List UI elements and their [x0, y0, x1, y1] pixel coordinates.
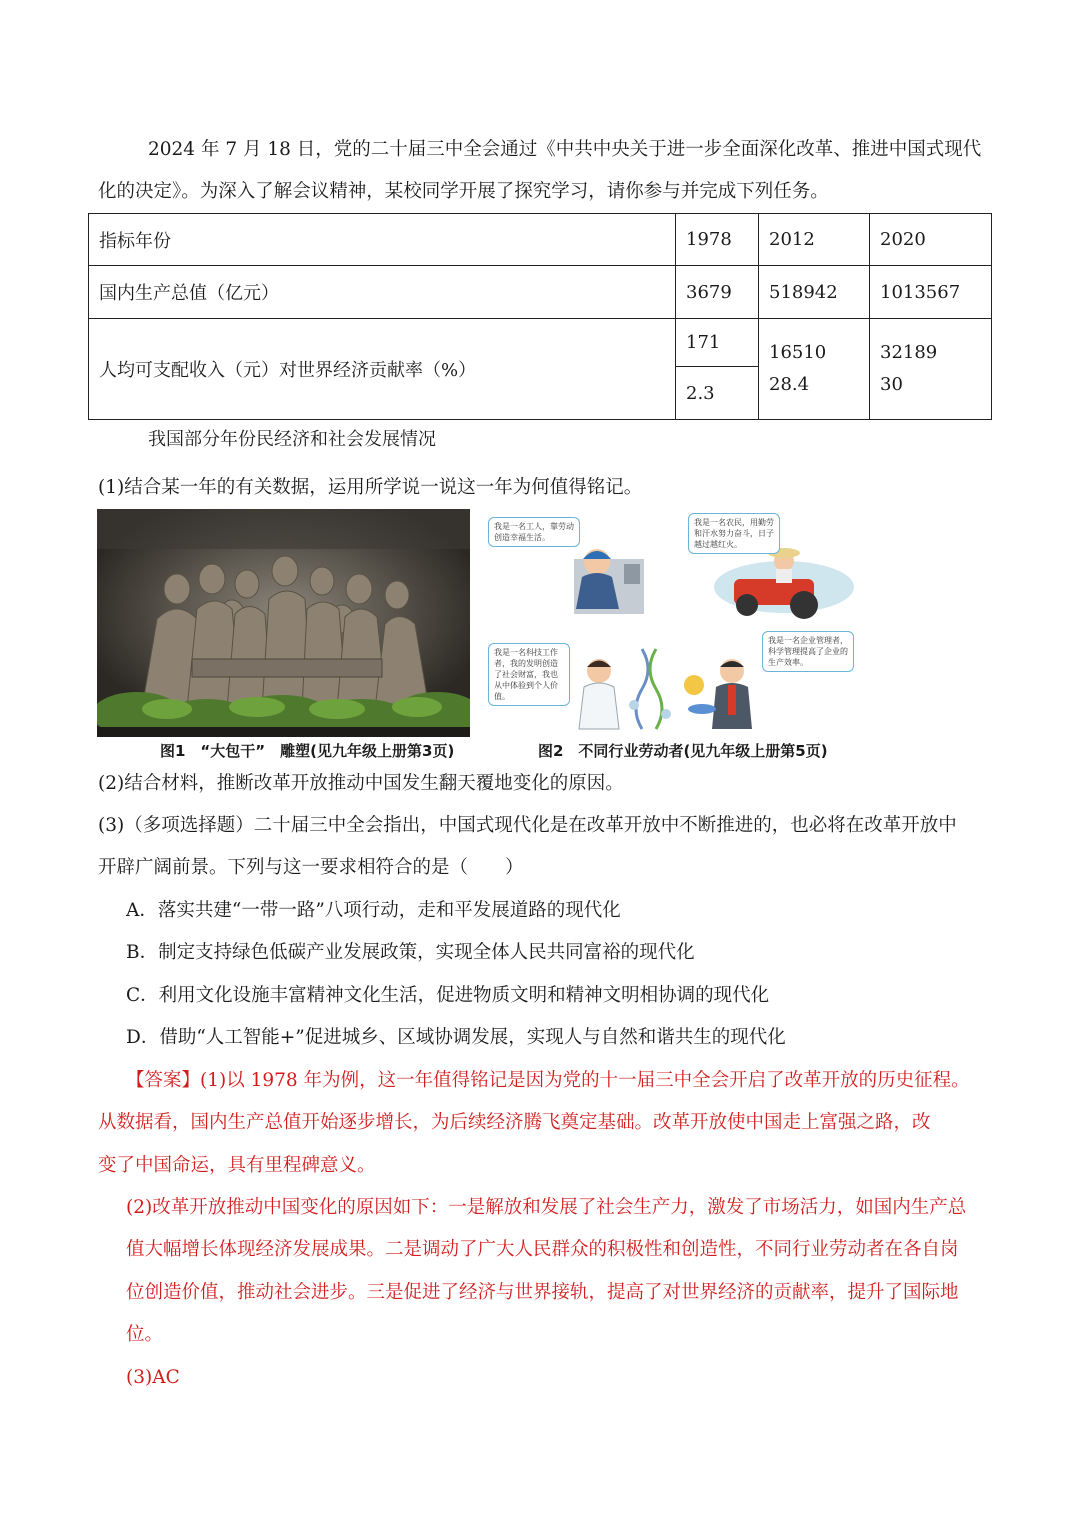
table-cell: 2012: [759, 214, 870, 266]
table-cell: 2.3: [676, 367, 759, 420]
option-a: A．落实共建“一带一路”八项行动，走和平发展道路的现代化: [126, 900, 621, 921]
table-row: [89, 266, 992, 319]
table-cell: 国内生产总值（亿元）: [89, 266, 676, 319]
table-cell: 1978: [676, 214, 759, 266]
speech-bubble: 我是一名企业管理者，科学管理提高了企业的生产效率。: [762, 631, 854, 672]
answer-2-line-4: 位。: [126, 1324, 164, 1345]
worker-figure: [574, 549, 644, 614]
question-3-line-1: (3)（多项选择题）二十届三中全会指出，中国式现代化是在改革开放中不断推进的，也必将在改革开放中: [98, 815, 957, 836]
table-cell: 171: [676, 319, 759, 367]
sculpture-photo: [97, 509, 470, 737]
speech-bubble: 我是一名工人，靠劳动创造幸福生活。: [488, 517, 580, 547]
table-cell: 3679: [676, 266, 759, 319]
table-cell-value: 16510: [769, 342, 827, 363]
answer-1-line-3: 变了中国命运，具有里程碑意义。: [98, 1155, 376, 1176]
answer-text: (1)以 1978 年为例，这一年值得铭记是因为党的十一届三中全会开启了改革开放的历史征程。: [200, 1070, 970, 1091]
table-cell: 人均可支配收入（元）对世界经济贡献率（%）: [89, 319, 676, 420]
scientist-figure: [579, 649, 671, 729]
answer-1-line-2: 从数据看，国内生产总值开始逐步增长，为后续经济腾飞奠定基础。改革开放使中国走上富强之路，改: [98, 1112, 931, 1133]
intro-line-1: 2024 年 7 月 18 日，党的二十届三中全会通过《中共中央关于进一步全面深化改革、推进中国式现代: [148, 139, 982, 160]
manager-figure: [684, 659, 752, 729]
question-2: (2)结合材料，推断改革开放推动中国发生翻天覆地变化的原因。: [98, 773, 624, 794]
option-b: B．制定支持绿色低碳产业发展政策，实现全体人民共同富裕的现代化: [126, 942, 695, 963]
option-d: D．借助“人工智能+”促进城乡、区域协调发展，实现人与自然和谐共生的现代化: [126, 1027, 786, 1048]
economic-data-table: [88, 213, 992, 420]
table-header-row: [89, 214, 992, 266]
sculpture-illustration: [97, 509, 470, 737]
table-cell: 2020: [870, 214, 992, 266]
intro-line-2: 化的决定》。为深入了解会议精神，某校同学开展了探究学习，请你参与并完成下列任务。: [98, 181, 829, 202]
option-c: C．利用文化设施丰富精神文化生活，促进物质文明和精神文明相协调的现代化: [126, 985, 770, 1006]
table-cell: 518942: [759, 266, 870, 319]
table-cell-value: 32189: [880, 342, 938, 363]
figure-1-caption: 图1 “大包干” 雕塑(见九年级上册第3页): [160, 742, 455, 760]
table-cell: 1013567: [870, 266, 992, 319]
question-3-line-2: 开辟广阔前景。下列与这一要求相符合的是（ ）: [98, 857, 524, 878]
speech-bubble: 我是一名农民，用勤劳和汗水努力奋斗，日子越过越红火。: [688, 513, 780, 554]
figure-2-caption: 图2 不同行业劳动者(见九年级上册第5页): [538, 742, 828, 760]
table-cell-value: 30: [880, 374, 903, 395]
table-row: [89, 319, 992, 367]
answer-label: 【答案】: [126, 1070, 201, 1091]
answer-2-line-2: 值大幅增长体现经济发展成果。二是调动了广大人民群众的积极性和创造性，不同行业劳动者在各自岗: [126, 1239, 959, 1260]
answer-1-line-1: [126, 1060, 1016, 1102]
answer-2-line-3: 位创造价值，推动社会进步。三是促进了经济与世界接轨，提高了对世界经济的贡献率，提升了国际地: [126, 1282, 959, 1303]
answer-2-line-1: (2)改革开放推动中国变化的原因如下：一是解放和发展了社会生产力，激发了市场活力，如国内生产总: [126, 1197, 967, 1218]
answer-3: (3)AC: [126, 1367, 180, 1388]
table-cell: 指标年份: [89, 214, 676, 266]
table-caption: 我国部分年份民经济和社会发展情况: [148, 429, 436, 450]
workers-illustration: [484, 509, 856, 737]
table-cell: [759, 319, 870, 420]
question-1: (1)结合某一年的有关数据，运用所学说一说这一年为何值得铭记。: [98, 477, 643, 498]
farmer-figure: [714, 548, 854, 619]
table-cell-value: 28.4: [769, 374, 810, 395]
speech-bubble: 我是一名科技工作者，我的发明创造了社会财富，我也从中体验到个人价值。: [488, 643, 570, 706]
table-cell: [870, 319, 992, 420]
